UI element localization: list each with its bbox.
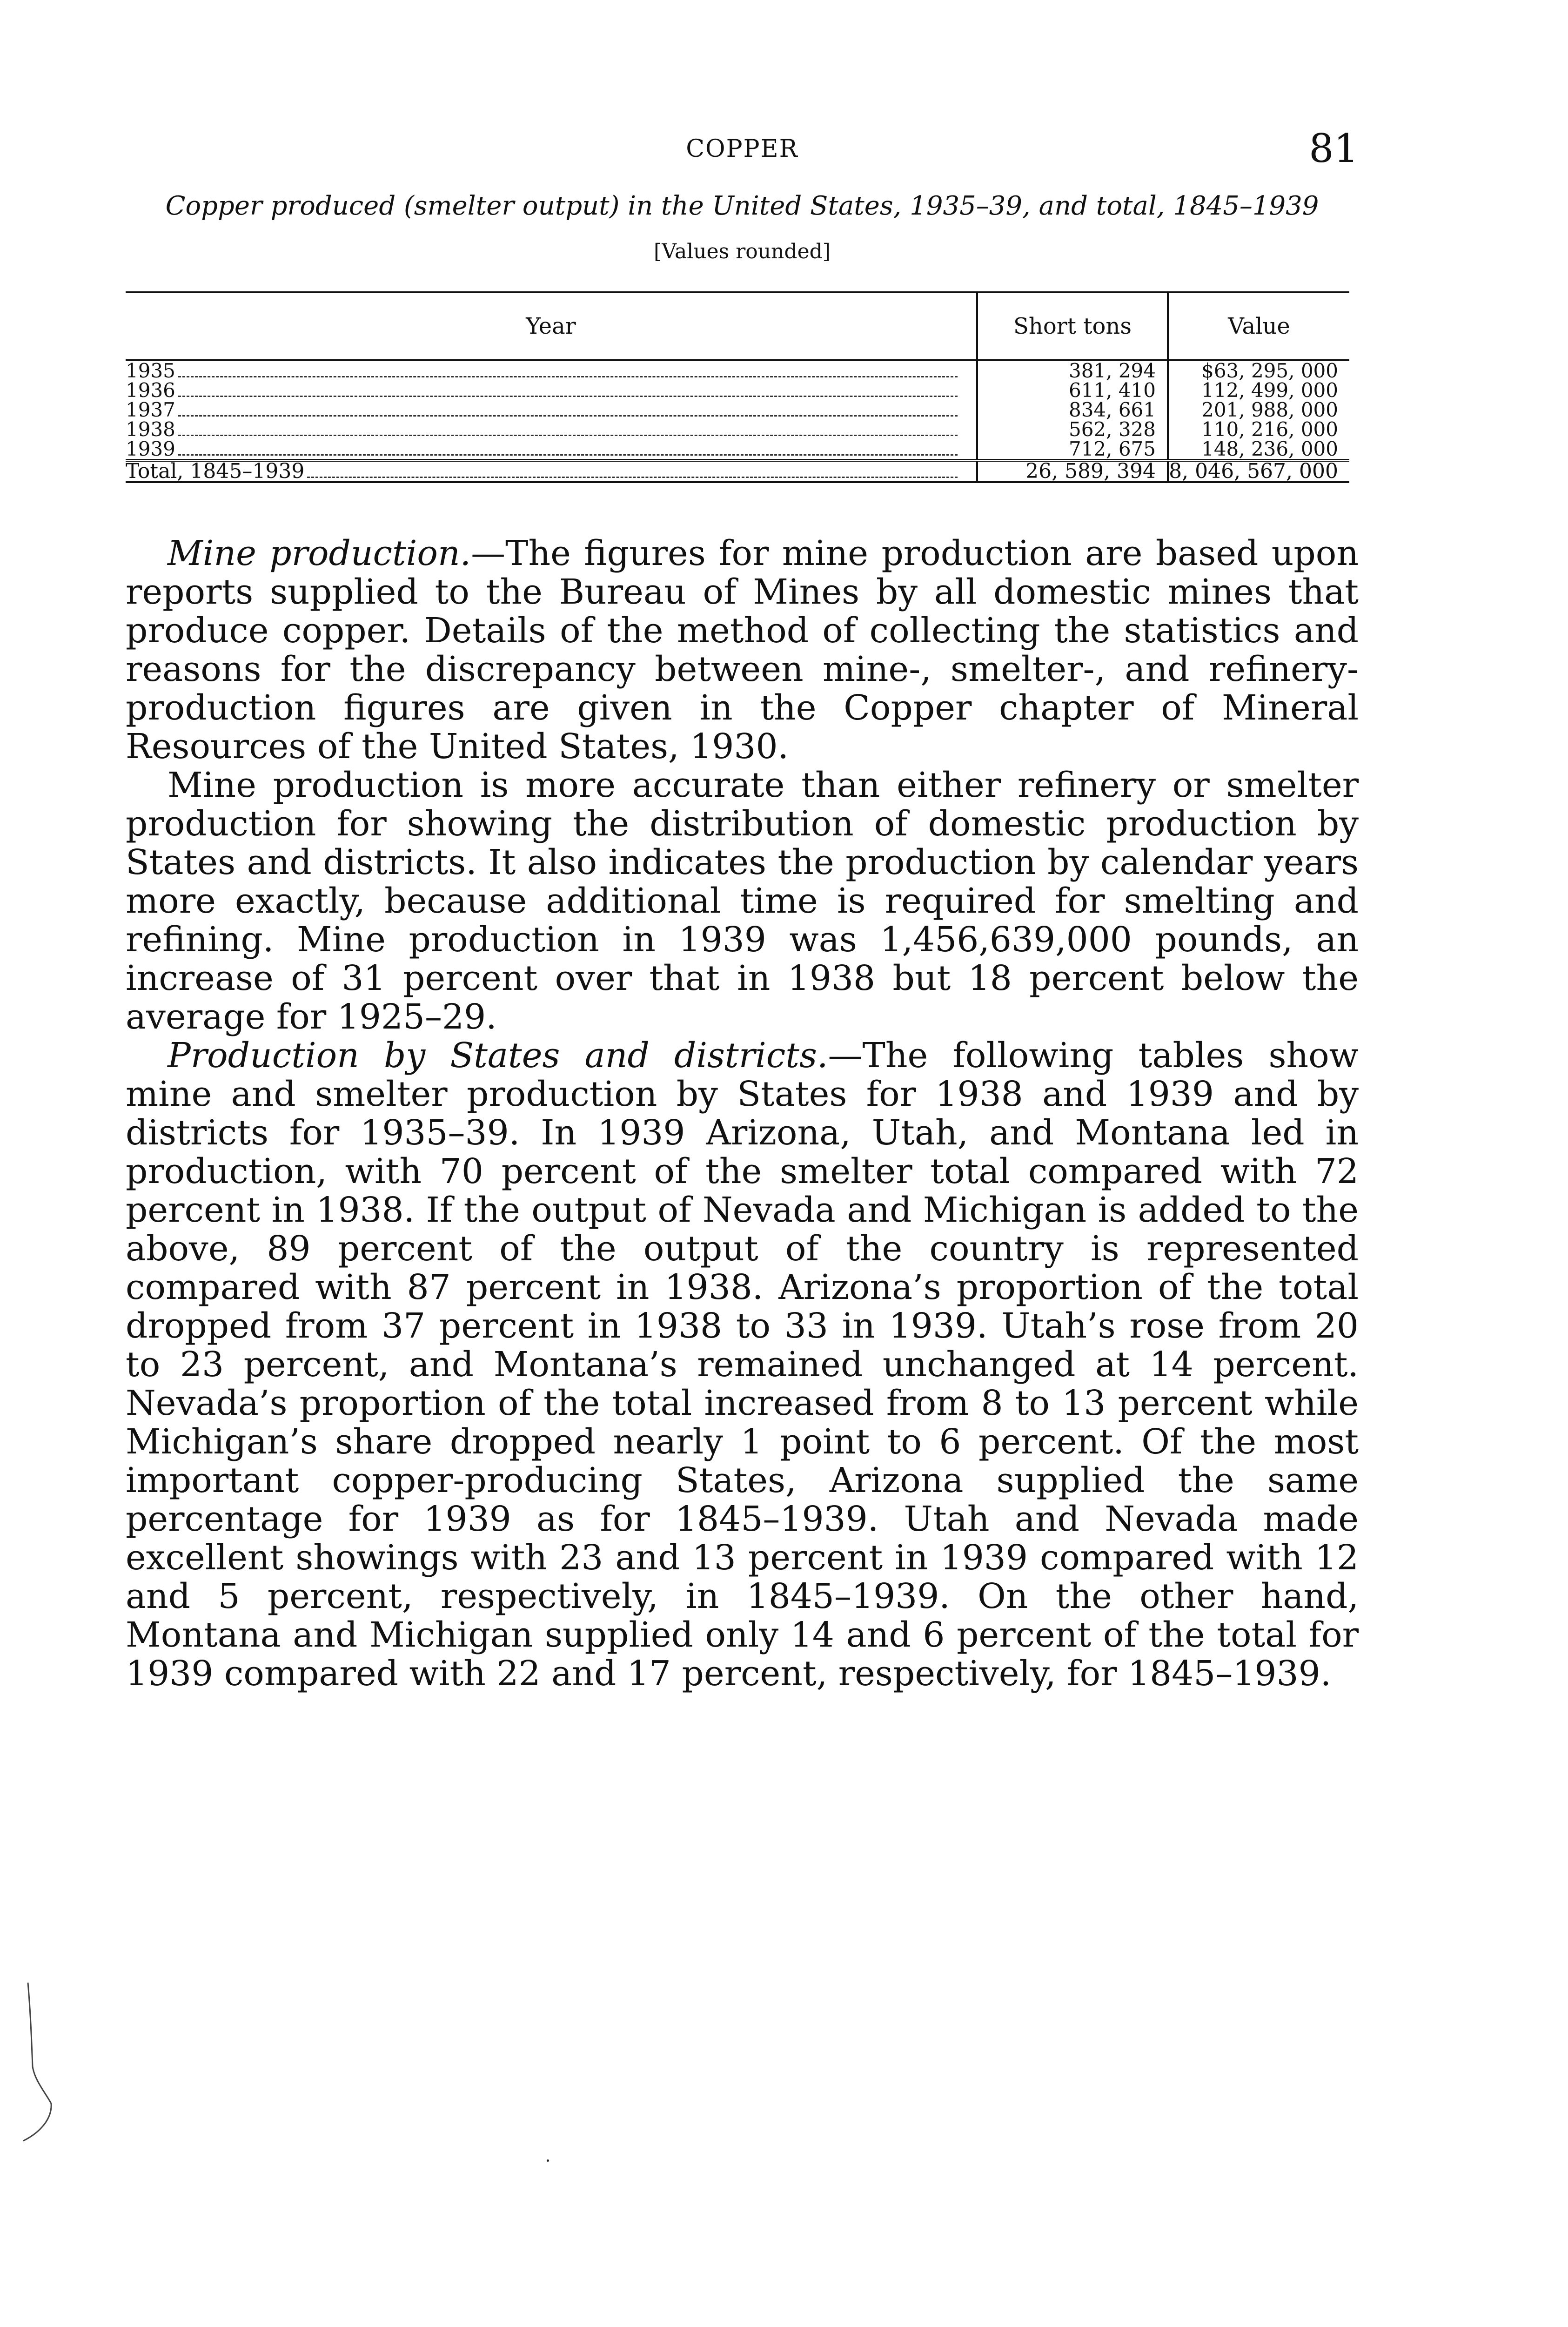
dot-leader — [178, 363, 958, 377]
tons-cell: 381, 294 — [977, 360, 1168, 381]
column-header-year: Year — [126, 292, 977, 360]
tons-cell: 611, 410 — [977, 381, 1168, 400]
table-note: [Values rounded] — [654, 240, 831, 263]
running-head — [126, 126, 1359, 177]
paragraph-mine-production — [126, 534, 1359, 766]
value-cell: 148, 236, 000 — [1168, 439, 1349, 460]
running-title: COPPER — [686, 135, 798, 163]
margin-pencil-mark — [19, 1978, 70, 2145]
column-header-value: Value — [1168, 292, 1349, 360]
body-text — [126, 534, 1359, 1693]
year-label: 1939 — [126, 439, 175, 459]
column-header-short-tons: Short tons — [977, 292, 1168, 360]
value-cell: 201, 988, 000 — [1168, 400, 1349, 420]
table-row — [126, 420, 1349, 439]
tons-cell: 712, 675 — [977, 439, 1168, 460]
year-cell — [126, 381, 977, 400]
dot-leader — [307, 464, 958, 478]
dot-leader — [178, 383, 958, 397]
total-label: Total, 1845–1939 — [126, 462, 305, 481]
paragraph-lead: Production by States and districts. — [168, 1036, 828, 1076]
page-speck — [547, 2159, 549, 2162]
dot-leader — [178, 402, 958, 417]
table-row — [126, 439, 1349, 460]
table-row — [126, 400, 1349, 420]
year-cell — [126, 420, 977, 439]
table-caption: Copper produced (smelter output) in the United States, 1935–39, and total, 1845–1939 — [165, 191, 1319, 221]
year-cell — [126, 439, 977, 460]
total-tons-cell: 26, 589, 394 — [977, 460, 1168, 482]
tons-cell: 834, 661 — [977, 400, 1168, 420]
value-cell: 112, 499, 000 — [1168, 381, 1349, 400]
paragraph-states-districts — [126, 1036, 1359, 1693]
table-total-row — [126, 460, 1349, 482]
table-row — [126, 360, 1349, 381]
table-row — [126, 381, 1349, 400]
year-cell — [126, 400, 977, 420]
value-cell: $63, 295, 000 — [1168, 360, 1349, 381]
paragraph-text: —The figures for mine production are based upon reports supplied to the Bureau of Mines by all domestic mines that produce copper. Details of the method of collecting the statistics and reasons for the discrepancy between mine-, smelter-, and refinery-production figures are given in the Copper chapter of Mineral Resources of the United States, 1930. — [126, 533, 1359, 767]
page-number: 81 — [1309, 126, 1359, 171]
dot-leader — [178, 441, 958, 456]
total-label-cell — [126, 460, 977, 482]
year-label: 1936 — [126, 381, 175, 400]
paragraph-text: —The following tables show mine and smelter production by States for 1938 and 1939 and by districts for 1935–39. In 1939 Arizona, Utah, and Montana led in production, with 70 percent of the smelter total compared with 72 percent in 1938. If the output of Nevada and Michigan is added to the above, 89 percent of the output of the country is represented compared with 87 percent in 1938. Arizona’s proportion of the total dropped from 37 percent in 1938 to 33 in 1939. Utah’s rose from 20 to 23 percent, and Montana’s remained unchanged at 14 percent. Nevada’s proportion of the total increased from 8 to 13 percent while Michigan’s share dropped nearly 1 point to 6 percent. Of the most important copper-producing States, Arizona supplied the same percentage for 1939 as for 1845–1939. Utah and Nevada made excellent showings with 23 and 13 percent in 1939 compared with 12 and 5 percent, respectively, in 1845–1939. On the other hand, Montana and Michigan supplied only 14 and 6 percent of the total for 1939 compared with 22 and 17 percent, respectively, for 1845–1939. — [126, 1036, 1359, 1694]
value-cell: 110, 216, 000 — [1168, 420, 1349, 439]
paragraph-text: Mine production is more accurate than either refinery or smelter production for showing the distribution of domestic production by States and districts. It also indicates the production by calendar years more exactly, because additional time is required for smelting and refining. Mine production in 1939 was 1,456,639,000 pounds, an increase of 31 percent over that in 1938 but 18 percent below the average for 1925–29. — [126, 765, 1359, 1037]
total-value-cell: 8, 046, 567, 000 — [1168, 460, 1349, 482]
year-label: 1935 — [126, 361, 175, 381]
table-header-row — [126, 292, 1349, 360]
page — [126, 126, 1359, 1693]
paragraph-lead: Mine production. — [168, 533, 471, 573]
tons-cell: 562, 328 — [977, 420, 1168, 439]
production-table — [126, 291, 1349, 483]
year-label: 1938 — [126, 420, 175, 439]
year-cell — [126, 360, 977, 381]
dot-leader — [178, 422, 958, 436]
paragraph-accuracy — [126, 766, 1359, 1036]
year-label: 1937 — [126, 400, 175, 420]
